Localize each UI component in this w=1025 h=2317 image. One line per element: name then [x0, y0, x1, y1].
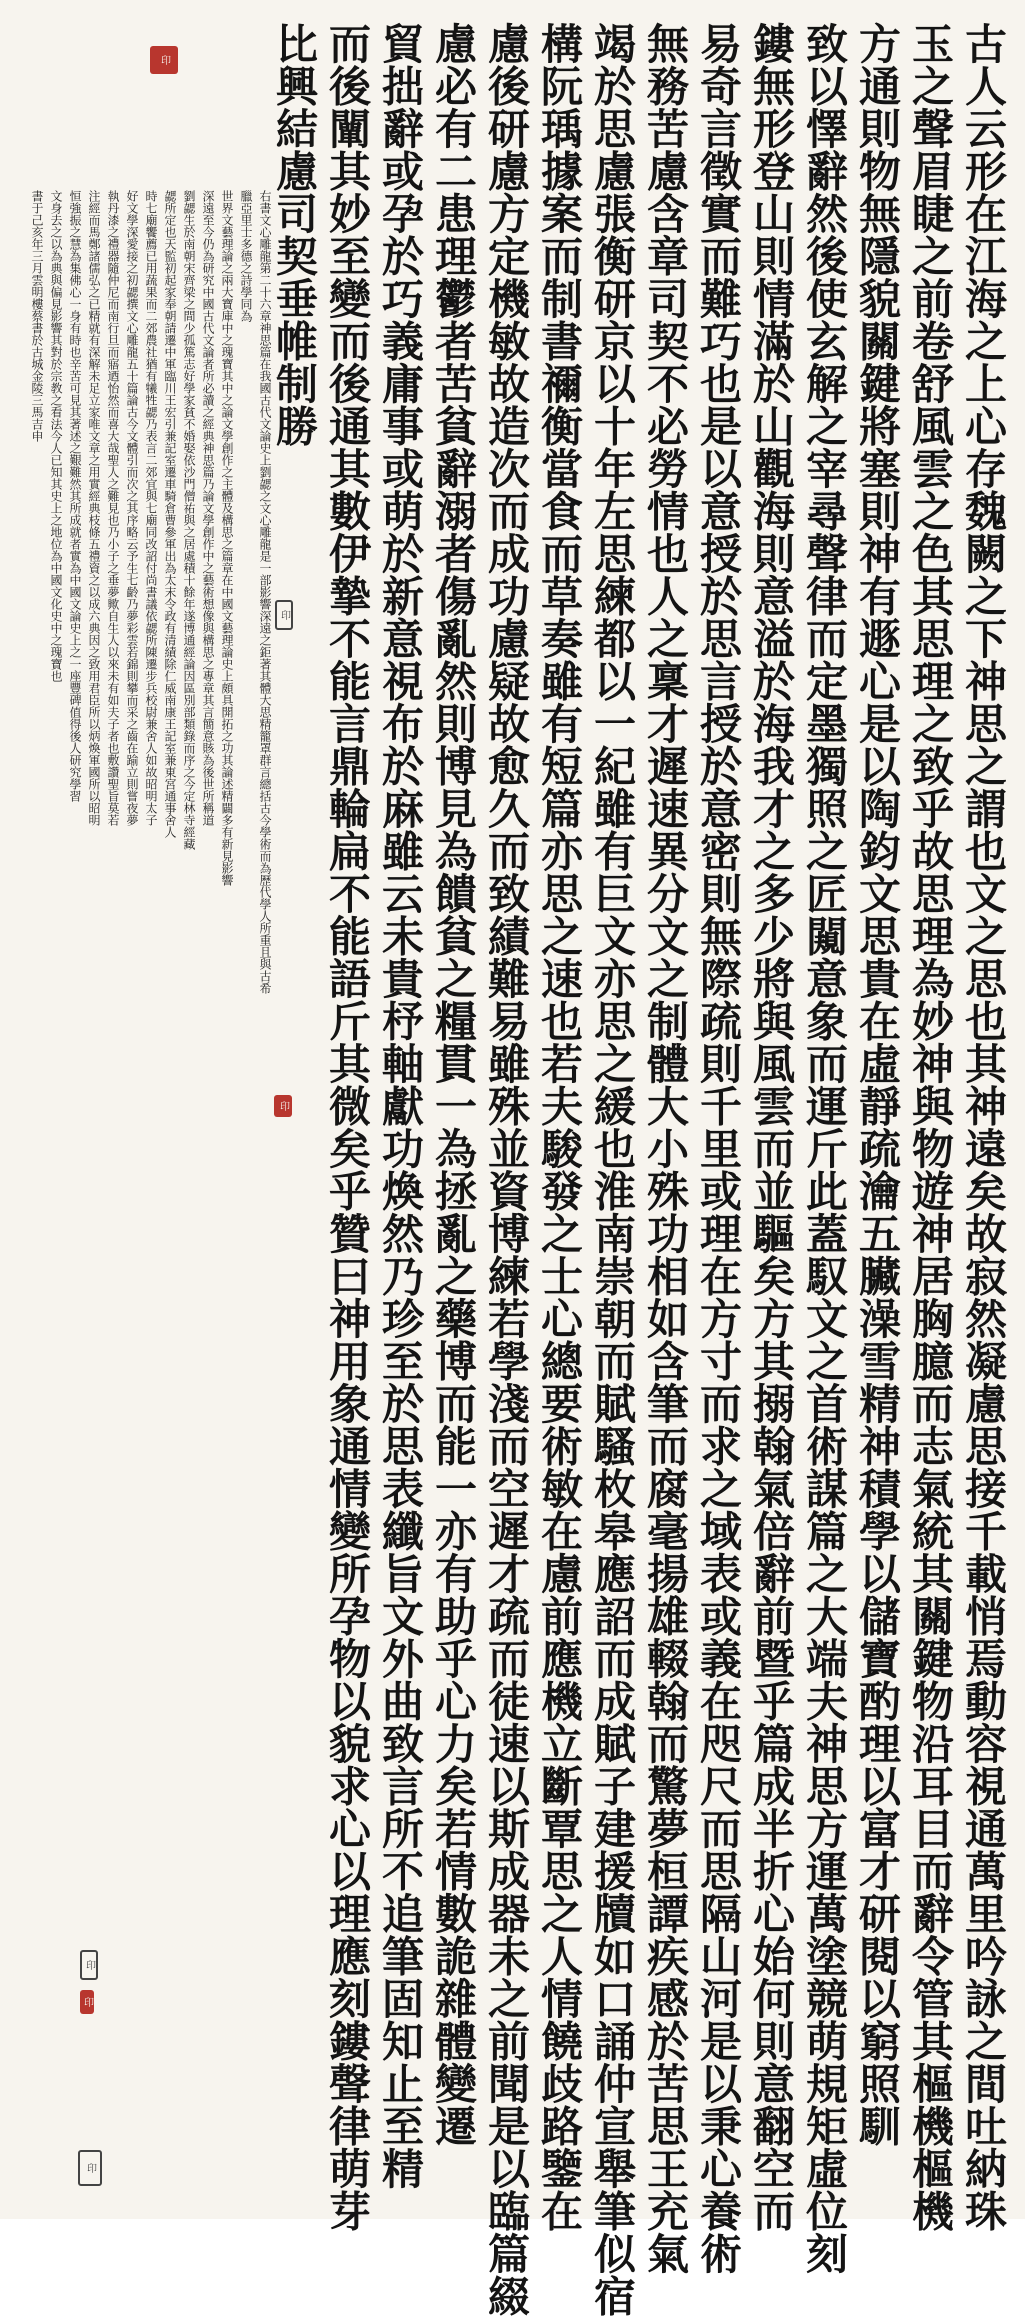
main-text-block — [270, 22, 1010, 2317]
colophon-column: 深遠至今仍為研究中國古代文論者所必讀之經典神思篇乃論文學創作中之藝術想像與構思之專章其言簡意賅為後世所稱道 — [201, 190, 215, 826]
seal-stamp-bottom: 印 — [78, 2150, 102, 2186]
colophon-column: 右書文心雕龍第二十六章神思篇在我國古代文論史上劉勰之文心雕龍是一部影響深遠之鉅著其體大思精籠罩群言總括古今學術而為歷代學人所重且與古希 — [258, 190, 272, 994]
seal-stamp-bottom-left-1: 印 — [80, 1950, 98, 1980]
colophon-column: 世界文藝理論之兩大寶庫中之瑰寶其中之論文學創作之主體及構思之篇章在中國文藝理論史上頗具開拓之功其論述精闢多有新見影響 — [220, 190, 234, 886]
main-text-column: 竭於思慮張衡研京以十年左思練都以一紀雖有巨文亦思之緩也淮南崇朝而賦騷枚皋應詔而成賦子建援牘如口誦仲宣舉筆似宿 — [588, 22, 637, 2317]
seal-stamp-bottom-left-2: 印 — [80, 1990, 94, 2014]
colophon-column: 好文學深愛接之初勰撰文心雕龍五十篇論古今文體引而次之其序略云予生七齡乃夢彩雲若錦則攀而采之齒在踰立則嘗夜夢 — [125, 190, 139, 826]
colophon-column: 執丹漆之禮器隨仲尼而南行旦而寤迺怡然而喜大哉聖人之難見也乃小子之垂夢歟自生人以來未有如夫子者也敷讚聖旨莫若 — [106, 190, 120, 826]
colophon-column: 恒強振之慧為集佛心一身有時也辛苦可見其著述之艱難然其所成就者實為中國文論史上之一座豐碑值得後人研究學習 — [68, 190, 82, 802]
colophon-column: 臘亞里士多德之詩學同為 — [239, 190, 253, 322]
main-text-column: 易奇言徵實而難巧也是以意授於思言授於意密則無際疏則千里或理在方寸而求之域表或義在咫尺而思隔山河是以秉心養術 — [694, 22, 743, 2275]
main-text-column: 致以懌辭然後使玄解之宰尋聲律而定墨獨照之匠闚意象而運斤此蓋馭文之首術謀篇之大端夫神思方運萬塗競萌規矩虛位刻 — [800, 22, 849, 2275]
seal-stamp-top: 印 — [150, 46, 178, 74]
colophon-column: 文身去之以為典與偏見影響其對於宗教之看法今人已知其史上之地位為中國文化史中之瑰寶也 — [49, 190, 63, 682]
main-text-column: 而後闡其妙至變而後通其數伊摯不能言鼎輪扁不能語斤其微矣乎贊曰神用象通情變所孕物以貌求心以理應刻鏤聲律萌芽 — [323, 22, 372, 2232]
main-text-column: 玉之聲眉睫之前卷舒風雲之色其思理之致乎故思理為妙神與物遊神居胸臆而志氣統其關鍵物沿耳目而辭令管其樞機樞機 — [906, 22, 955, 2232]
main-text-column: 鏤無形登山則情滿於山觀海則意溢於海我才之多少將與風雲而並驅矣方其搦翰氣倍辭前暨乎篇成半折心始何則意翻空而 — [747, 22, 796, 2232]
main-text-column: 貿拙辭或孕於巧義庸事或萌於新意視布於麻雖云未貴杼軸獻功煥然乃珍至於思表纖旨文外曲致言所不追筆固知止至精 — [376, 22, 425, 2190]
colophon-column: 劉勰生於南朝宋齊梁之間少孤篤志好學家貧不婚娶依沙門僧祐與之居處積十餘年遂博通經論因區別部類錄而序之今定林寺經藏 — [182, 190, 196, 850]
main-text-column: 比興結慮司契垂帷制勝 — [270, 22, 319, 447]
colophon-column: 注經而馬鄭諸儒弘之已精就有深解未足立家唯文章之用實經典枝條五禮資之以成六典因之致用君臣所以炳煥軍國所以昭明 — [87, 190, 101, 826]
main-text-column: 構阮瑀據案而制書禰衡當食而草奏雖有短篇亦思之速也若夫駿發之士心總要術敏在慮前應機立斷覃思之人情饒歧路鑒在 — [535, 22, 584, 2232]
colophon-column: 時七廟饗薦已用蔬果而二郊農社猶有犧牲勰乃表言二郊宜與七廟同改詔付尚書議依勰所陳遷步兵校尉兼舍人如故昭明太子 — [144, 190, 158, 826]
colophon-column: 勰所定也天監初起家奉朝請遷中軍臨川王宏引兼記室遷車騎倉曹參軍出為太末令政有清績除仁威南康王記室兼東宮通事舍人 — [163, 190, 177, 838]
seal-stamp-mid: 印 — [274, 1095, 292, 1117]
seal-stamp-mid-left: 印 — [275, 600, 293, 630]
main-text-column: 無務苦慮含章司契不必勞情也人之稟才遲速異分文之制體大小殊功相如含筆而腐毫揚雄輟翰而驚夢桓譚疾感於苦思王充氣 — [641, 22, 690, 2275]
main-text-column: 慮後研慮方定機敏故造次而成功慮疑故愈久而致績難易雖殊並資博練若學淺而空遲才疏而徒速以斯成器未之前聞是以臨篇綴 — [482, 22, 531, 2317]
main-text-column: 古人云形在江海之上心存魏闕之下神思之謂也文之思也其神遠矣故寂然凝慮思接千載悄焉動容視通萬里吟詠之間吐納珠 — [959, 22, 1008, 2232]
colophon-block — [30, 190, 272, 2010]
main-text-column: 慮必有二患理鬱者苦貧辭溺者傷亂然則博見為饋貧之糧貫一為拯亂之藥博而能一亦有助乎心力矣若情數詭雜體變遷 — [429, 22, 478, 2147]
colophon-column: 書于己亥年三月雲明樓蔡書於古城金陵三馬吉申 — [30, 190, 44, 442]
main-text-column: 方通則物無隱貌關鍵將塞則神有遯心是以陶鈞文思貴在虛靜疏瀹五臟澡雪精神積學以儲寶酌理以富才研閱以窮照馴 — [853, 22, 902, 2147]
